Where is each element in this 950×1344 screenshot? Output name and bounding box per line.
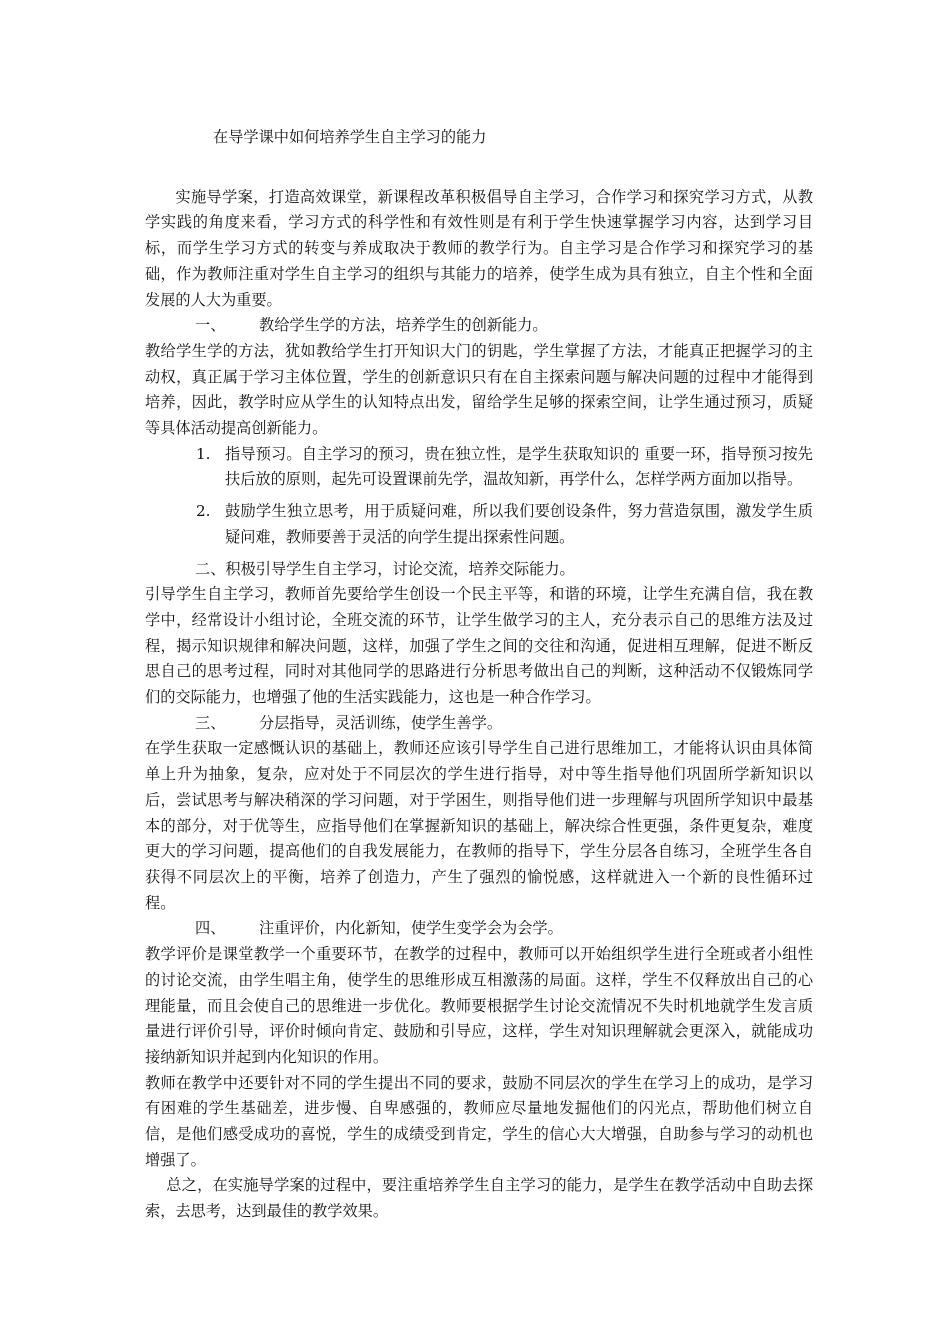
section-4-heading-text: 注重评价，内化新知，使学生变学会为会学。 [259, 919, 563, 938]
section-1-heading [145, 313, 813, 339]
section-2-heading: 二、积极引导学生自主学习，讨论交流，培养交际能力。 [195, 559, 575, 578]
conclusion-paragraph: 总之，在实施导学案的过程中，要注重培养学生自主学习的能力，是学生在教学活动中自助去探索，去思考，达到最佳的教学效果。 [145, 1176, 813, 1221]
section-4-heading [145, 916, 813, 942]
list-item [145, 442, 813, 493]
section-1-list [145, 442, 813, 551]
section-3-body: 在学生获取一定感慨认识的基础上，教师还应该引导学生自己进行思维加工，才能将认识由具体简单上升为抽象，复杂，应对处于不同层次的学生进行指导，对中等生指导他们巩固所学新知识以后，尝试思考与解决稍深的学习问题，对于学困生，则指导他们进一步理解与巩固所学知识中最基本的部分，对于优等生，应指导他们在掌握新知识的基础上，解决综合性更强，条件更复杂，难度更大的学习问题，提高他们的自我发展能力，在教师的指导下，学生分层各自练习，全班学生各自获得不同层次上的平衡，培养了创造力，产生了强烈的愉悦感，这样就进入一个新的良性循环过程。 [145, 739, 813, 912]
section-1-body: 教给学生学的方法，犹如教给学生打开知识大门的钥匙，学生掌握了方法，才能真正把握学习的主动权，真正属于学习主体位置，学生的创新意识只有在自主探索问题与解决问题的过程中才能得到培养，因此，教学时应从学生的认知特点出发，留给学生足够的探索空间，让学生通过预习，质疑等具体活动提高创新能力。 [145, 341, 813, 438]
list-item [145, 499, 813, 550]
intro-paragraph: 实施导学案，打造高效课堂，新课程改革积极倡导自主学习，合作学习和探究学习方式，从教学实践的角度来看，学习方式的科学性和有效性则是有利于学生快速掌握学习内容，达到学习目标，而学生学习方式的转变与养成取决于教师的教学行为。自主学习是合作学习和探究学习的基础，作为教师注重对学生自主学习的组织与其能力的培养，使学生成为具有独立，自主个性和全面发展的人大为重要。 [145, 187, 813, 309]
section-4-body-2: 教师在教学中还要针对不同的学生提出不同的要求，鼓励不同层次的学生在学习上的成功，是学习有困难的学生基础差，进步慢、自卑感强的，教师应尽量地发掘他们的闪光点，帮助他们树立自信，是他们感受成功的喜悦，学生的成绩受到肯定，学生的信心大大增强，自助参与学习的动机也增强了。 [145, 1073, 813, 1169]
list-item-marker: 2. [196, 502, 211, 521]
section-4-number: 四、 [195, 919, 226, 938]
list-item-text: 指导预习。自主学习的预习，贵在独立性，是学生获取知识的 重要一环，指导预习按先扶后放的原则，起先可设置课前先学，温故知新，再学什么，怎样学两方面加以指导。 [225, 444, 813, 489]
section-2-body: 引导学生自主学习，教师首先要给学生创设一个民主平等，和谐的环境，让学生充满自信，我在教学中，经常设计小组讨论，全班交流的环节，让学生做学习的主人，充分表示自己的思维方法及过程，揭示知识规律和解决问题，这样，加强了学生之间的交往和沟通，促进相互理解，促进不断反思自己的思考过程，同时对其他同学的思路进行分析思考做出自己的判断，这种活动不仅锻炼同学们的交际能力，也增强了他的生活实践能力，这也是一种合作学习。 [145, 585, 813, 707]
section-1-number: 一、 [195, 316, 226, 335]
document-content [145, 125, 813, 1225]
section-1-heading-text: 教给学生学的方法，培养学生的创新能力。 [259, 316, 548, 335]
section-3-number: 三、 [195, 713, 226, 732]
list-item-text: 鼓励学生独立思考，用于质疑问难，所以我们要创设条件，努力营造氛围，激发学生质疑问难，教师要善于灵活的向学生提出探索性问题。 [225, 502, 813, 546]
section-3-heading [145, 711, 813, 737]
section-4-body-1: 教学评价是课堂教学一个重要环节，在教学的过程中，教师可以开始组织学生进行全班或者小组性的讨论交流，由学生唱主角，使学生的思维形成互相激荡的局面。这样，学生不仅释放出自己的心理能量，而且会使自己的思维进一步优化。教师要根据学生讨论交流情况不失时机地就学生发言质量进行评价引导，评价时倾向肯定、鼓励和引导应，这样，学生对知识理解就会更深入，就能成功接纳新知识并起到内化知识的作用。 [145, 945, 813, 1066]
document-title: 在导学课中如何培养学生自主学习的能力 [213, 128, 487, 146]
section-3-heading-text: 分层指导，灵活训练，使学生善学。 [259, 713, 502, 732]
list-item-marker: 1. [196, 444, 211, 463]
